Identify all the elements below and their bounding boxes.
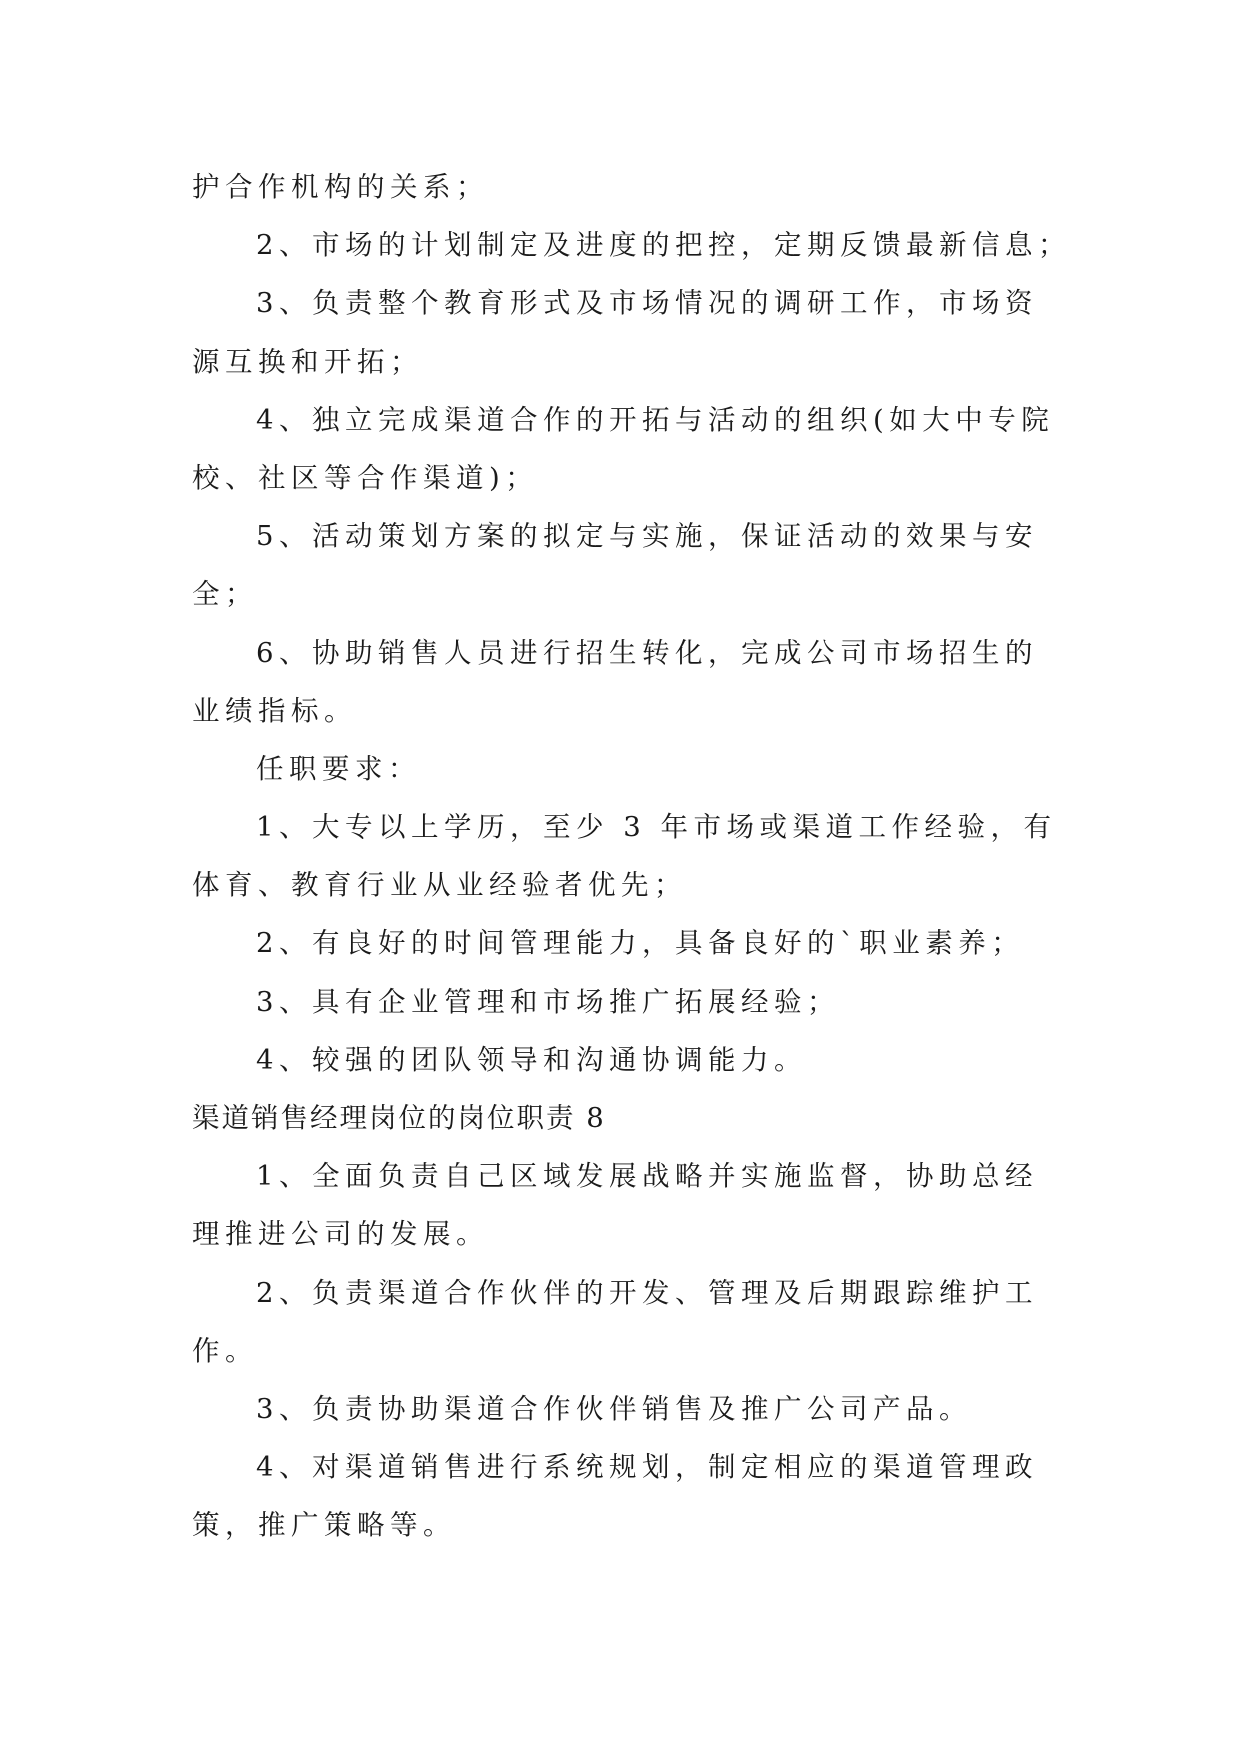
text-line: 1、全面负责自己区域发展战略并实施监督，协助总经 <box>256 1160 1038 1193</box>
text-line: 护合作机构的关系； <box>192 171 489 203</box>
text-line: 源互换和开拓； <box>192 345 423 378</box>
text-line: 任职要求： <box>256 752 421 785</box>
text-line: 5、活动策划方案的拟定与实施，保证活动的效果与安 <box>256 520 1038 553</box>
text-line: 2、有良好的时间管理能力，具备良好的`职业素养； <box>256 927 1025 960</box>
text-line: 业绩指标。 <box>192 694 357 727</box>
section-heading: 渠道销售经理岗位的岗位职责 8 <box>192 1102 606 1134</box>
text-line: 4、对渠道销售进行系统规划，制定相应的渠道管理政 <box>256 1451 1038 1484</box>
text-line: 全； <box>192 578 258 611</box>
text-line: 体育、教育行业从业经验者优先； <box>192 869 687 902</box>
text-line: 校、社区等合作渠道)； <box>192 461 539 494</box>
text-line: 策，推广策略等。 <box>192 1509 456 1542</box>
text-line: 3、负责整个教育形式及市场情况的调研工作，市场资 <box>256 287 1038 320</box>
text-line: 6、协助销售人员进行招生转化，完成公司市场招生的 <box>256 636 1038 669</box>
text-line: 3、负责协助渠道合作伙伴销售及推广公司产品。 <box>256 1392 972 1425</box>
text-line: 4、较强的团队领导和沟通协调能力。 <box>256 1043 807 1076</box>
text-line: 4、独立完成渠道合作的开拓与活动的组织(如大中专院 <box>256 403 1055 436</box>
text-line: 2、市场的计划制定及进度的把控，定期反馈最新信息； <box>256 229 1071 262</box>
text-line: 作。 <box>192 1334 258 1367</box>
text-line: 3、具有企业管理和市场推广拓展经验； <box>256 985 840 1018</box>
text-line: 2、负责渠道合作伙伴的开发、管理及后期跟踪维护工 <box>256 1276 1038 1309</box>
text-line: 1、大专以上学历，至少 3 年市场或渠道工作经验，有 <box>256 811 1057 844</box>
document-body <box>192 158 1071 1555</box>
text-line: 理推进公司的发展。 <box>192 1218 489 1251</box>
